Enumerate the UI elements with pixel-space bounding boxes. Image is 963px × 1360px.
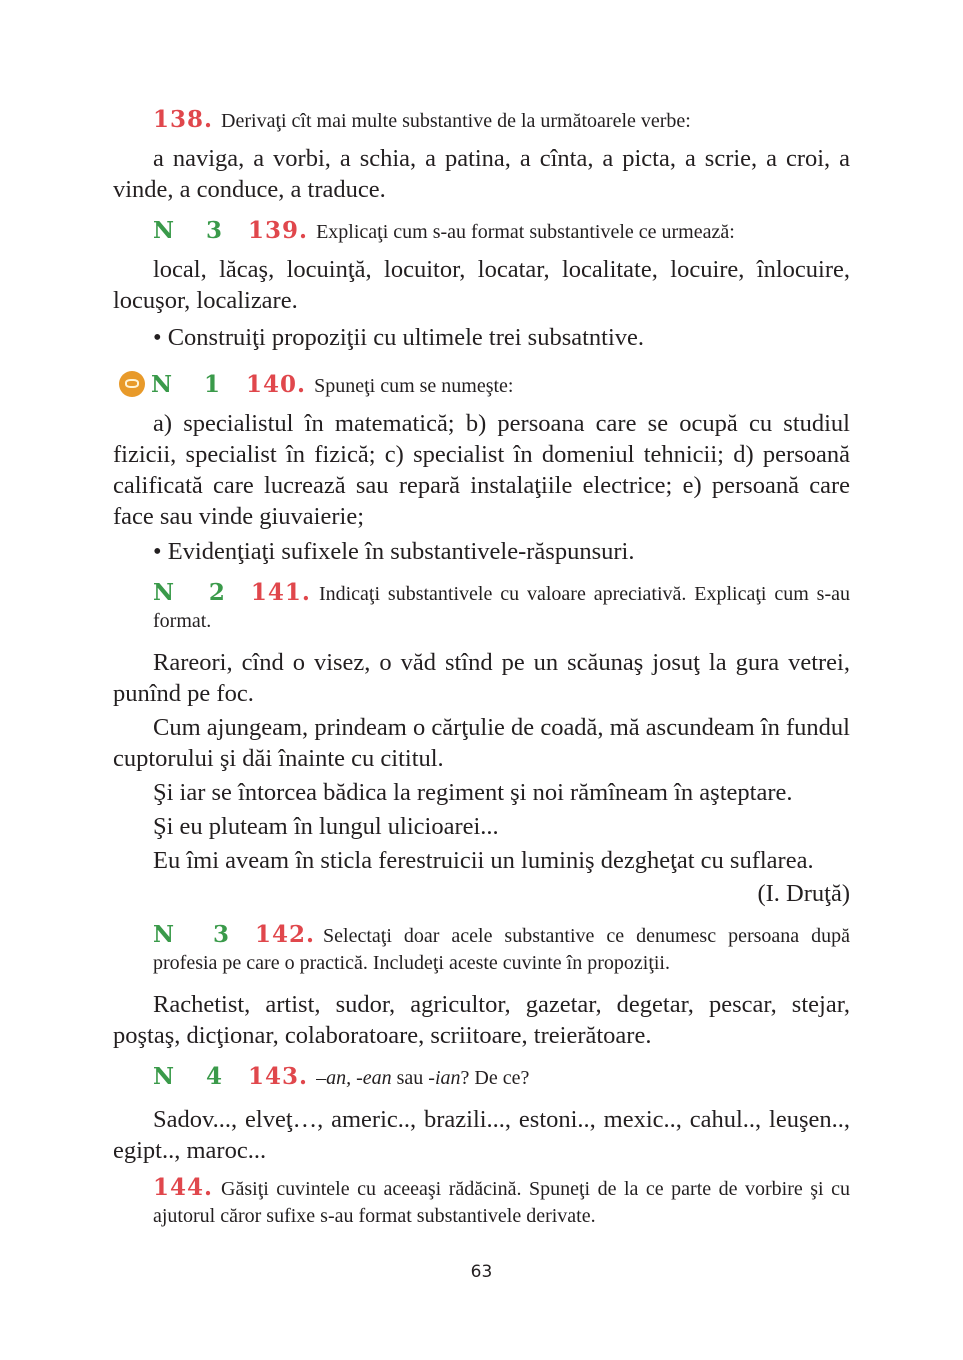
exercise-143-body: Sadov..., elveţ…, americ.., brazili..., estoni.., mexic.., cahul.., leuşen.., egipt.., maroc...: [113, 1106, 850, 1164]
text-line: Şi iar se întorcea bădica la regiment şi noi rămîneam în aşteptare.: [153, 779, 793, 806]
exercise-140-bullet: • Evidenţiaţi sufixele în substantivele-răspunsuri.: [153, 538, 635, 565]
exercise-number: 141.: [250, 579, 311, 606]
text-line: Rareori, cînd o visez, o văd stînd pe un scăunaş josuţ la gura vetrei, punînd pe foc.: [113, 649, 850, 707]
exercise-143-header: [153, 1063, 850, 1092]
exercise-number: 142.: [255, 921, 316, 948]
suffix-italic: -ian: [428, 1067, 461, 1089]
exercise-138-header: [153, 106, 850, 135]
exercise-142-body: Rachetist, artist, sudor, agricultor, gazetar, degetar, pescar, stejar, poştaş, dicţionar, colaboratoare, scriitoare, treierătoare.: [113, 991, 850, 1049]
level-badge: N 2: [153, 579, 237, 606]
level-badge: N 3: [153, 217, 235, 244]
page-number: 63: [470, 1262, 493, 1282]
exercise-number: 143.: [248, 1063, 309, 1090]
exercise-140-body: a) specialistul în matematică; b) persoana care se ocupă cu studiul fizicii, specialist în fizică; c) specialist în domeniul tehnicii; d) persoană calificată care lucrează sau repară instalaţiile electrice; e) persoană care face sau vinde giuvaierie;: [113, 410, 850, 530]
exercise-141-header: [153, 579, 850, 635]
exercise-139-body: local, lăcaş, locuinţă, locuitor, locatar, localitate, locuire, înlocuire, locuşor, localizare.: [113, 256, 850, 314]
exercise-142-header: [153, 921, 850, 977]
exercise-number: 138.: [153, 106, 214, 133]
exercise-instruction: Derivaţi cît mai multe substantive de la următoarele verbe:: [221, 110, 691, 132]
instruction-text: ? De ce?: [460, 1067, 530, 1089]
level-badge: N 4: [153, 1063, 235, 1090]
exercise-140-header: [153, 371, 850, 400]
text-line: Cum ajungeam, prindeam o cărţulie de coadă, mă ascundeam în fundul cuptorului şi dăi înainte cu cititul.: [113, 714, 850, 772]
exercise-instruction: Găsiţi cuvintele cu aceeaşi rădăcină. Spuneţi de la ce parte de vorbire şi cu ajutorul căror sufixe s-au format substantivele derivate.: [153, 1178, 850, 1227]
exercise-instruction: Indicaţi substantivele cu valoare apreciativă. Explicaţi cum s-au format.: [153, 583, 850, 632]
exercise-instruction: Spuneţi cum se numeşte:: [314, 375, 514, 397]
suffix-italic: –an, -ean: [316, 1067, 392, 1089]
exercise-139-header: [153, 217, 850, 246]
exercise-144-header: [153, 1174, 850, 1230]
exercise-139-bullet: • Construiţi propoziţii cu ultimele trei subsatntive.: [153, 324, 645, 351]
text-line: Şi eu pluteam în lungul ulicioarei...: [153, 813, 499, 840]
level-badge: N 3: [153, 921, 242, 948]
author-citation: (I. Druţă): [757, 880, 850, 907]
exercise-number: 140.: [246, 371, 307, 398]
exercise-number: 144.: [153, 1174, 214, 1201]
text-line: Eu îmi aveam în sticla ferestruicii un luminiş dezgheţat cu suflarea.: [153, 847, 814, 874]
page-content: [113, 106, 850, 1230]
exercise-instruction: Explicaţi cum s-au format substantivele ce urmează:: [316, 221, 735, 243]
instruction-text: sau: [391, 1067, 429, 1089]
exercise-number: 139.: [248, 217, 309, 244]
group-work-icon: [119, 371, 145, 397]
exercise-138-body: a naviga, a vorbi, a schia, a patina, a cînta, a picta, a scrie, a croi, a vinde, a conduce, a traduce.: [113, 145, 850, 203]
level-badge: N 1: [151, 371, 233, 398]
exercise-instruction: Selectaţi doar acele substantive ce denumesc persoana după profesia pe care o practică. Includeţi aceste cuvinte în propoziţii.: [153, 925, 850, 974]
